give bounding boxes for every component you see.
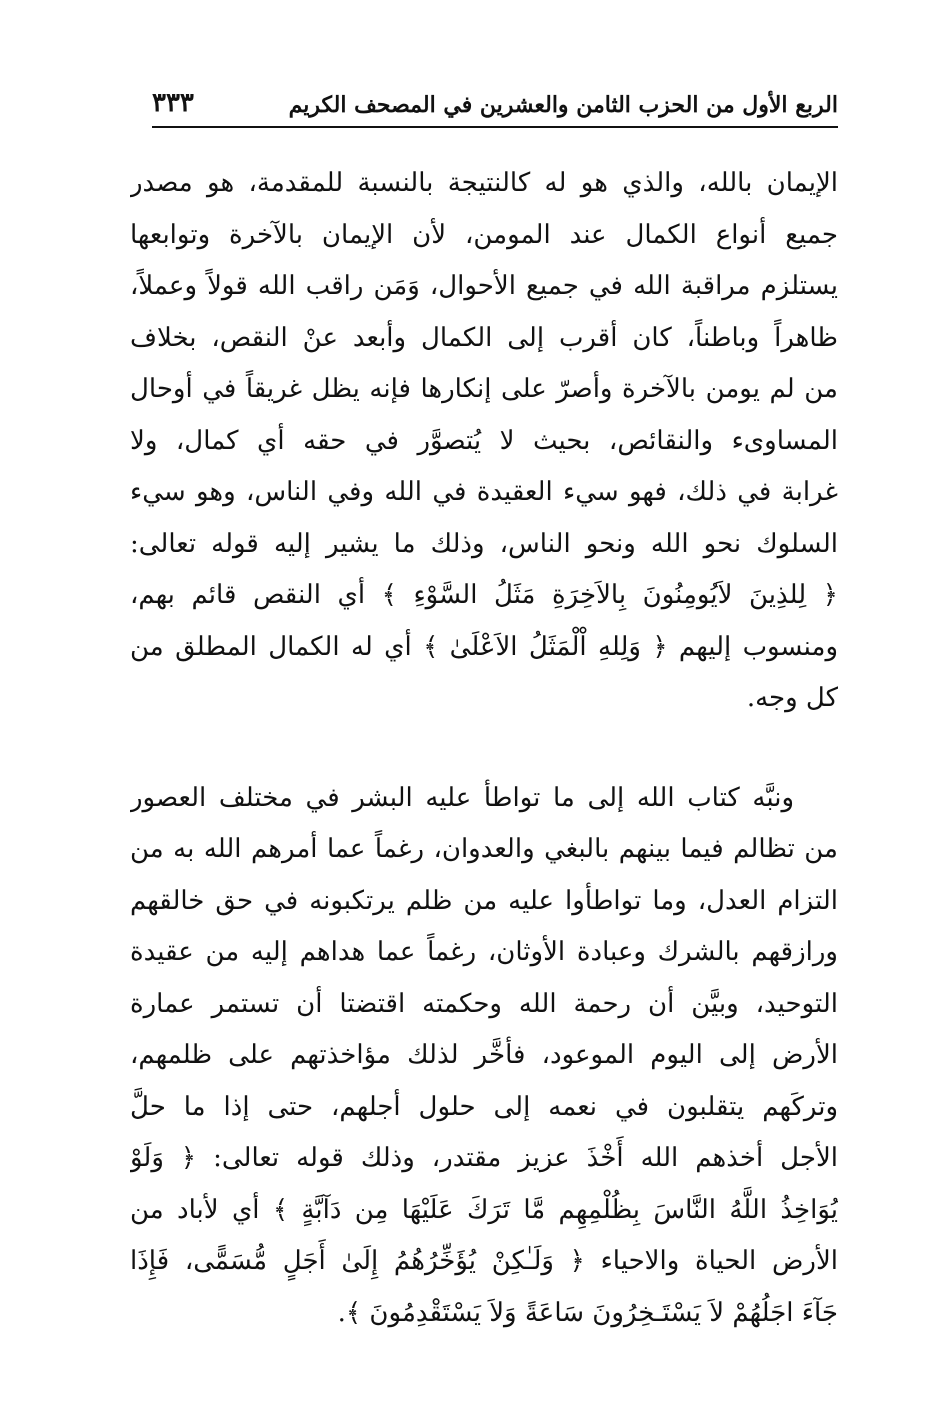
header-title: الربع الأول من الحزب الثامن والعشرين في المصحف الكريم — [288, 92, 838, 118]
text-line: من لم يومن بالآخرة وأصرّ على إنكارها فإنه يظل غريقاً في أوحال — [130, 374, 838, 404]
text-line: الأجل أخذهم الله أَخْذَ عزيز مقتدر، وذلك قوله تعالى: ﴿ وَلَوْ — [130, 1143, 838, 1173]
paragraph-2 — [130, 773, 838, 1340]
text-line: ورازقهم بالشرك وعبادة الأوثان، رغماً عما هداهم إليه من عقيدة — [130, 937, 838, 967]
text-line: يستلزم مراقبة الله في جميع الأحوال، وَمَن راقب الله قولاً وعملاً، — [130, 271, 838, 301]
page-number: ٣٣٣ — [152, 88, 194, 118]
text-line: جميع أنواع الكمال عند المومن، لأن الإيمان بالآخرة وتوابعها — [130, 219, 838, 250]
text-line: ونبَّه كتاب الله إلى ما تواطأ عليه البشر في مختلف العصور — [130, 782, 794, 813]
text-line: السلوك نحو الله ونحو الناس، وذلك ما يشير إليه قوله تعالى: — [130, 528, 838, 559]
header-rule — [152, 126, 838, 128]
text-line: التزام العدل، وما تواطأوا عليه من ظلم يرتكبونه في حق خالقهم — [130, 885, 838, 916]
text-line: الأرض إلى اليوم الموعود، فأخَّر لذلك مؤاخذتهم على ظلمهم، — [130, 1040, 838, 1070]
verse-line: جَآءَ اجَلُهُمْ لاَ يَسْتَـخِرُونَ سَاعَةً وَلاَ يَسْتَقْدِمُونَ ﴾. — [337, 1297, 838, 1328]
text-line: من تظالم فيما بينهم بالبغي والعدوان، رغماً عما أمرهم الله به من — [130, 834, 838, 864]
verse-line: ومنسوب إليهم ﴿ وَلِلهِ اْلْمَثَلُ الاَعْلَىٰ ﴾ أي له الكمال المطلق من — [130, 631, 838, 662]
running-header — [152, 82, 838, 132]
verse-line: يُوَاخِذُ اللَّهُ النَّاسَ بِظُلْمِهِم مَّا تَرَكَ عَلَيْهَا مِن دَآبَّةٍ ﴾ أي لأباد من — [130, 1194, 838, 1225]
text-line: كل وجه. — [746, 683, 838, 713]
paragraph-1 — [130, 158, 838, 725]
verse-line: الأرض الحياة والاحياء ﴿ وَلَـٰكِنْ يُؤَخِّرُهُمُ إِلَىٰ أَجَلٍ مُّسَمًّى، فَإِذَا — [130, 1246, 838, 1276]
body-text — [130, 158, 838, 1339]
verse-line: ﴿ لِلذِينَ لاَيُومِنُونَ بِالاَخِرَةِ مَثَلُ السَّوْءِ ﴾ أي النقص قائم بهم، — [130, 580, 838, 610]
text-line: وتركَهم يتقلبون في نعمه إلى حلول أجلهم، حتى إذا ما حلَّ — [130, 1091, 838, 1122]
text-line: الإيمان بالله، والذي هو له كالنتيجة بالنسبة للمقدمة، هو مصدر — [130, 168, 838, 198]
text-line: غرابة في ذلك، فهو سيء العقيدة في الله وفي الناس، وهو سيء — [130, 477, 838, 507]
text-line: ظاهراً وباطناً، كان أقرب إلى الكمال وأبعد عنْ النقص، بخلاف — [130, 322, 838, 353]
text-line: التوحيد، وبيَّن أن رحمة الله وحكمته اقتضتا أن تستمر عمارة — [130, 988, 838, 1019]
text-line: المساوىء والنقائص، بحيث لا يُتصوَّر في حقه أي كمال، ولا — [130, 425, 838, 456]
